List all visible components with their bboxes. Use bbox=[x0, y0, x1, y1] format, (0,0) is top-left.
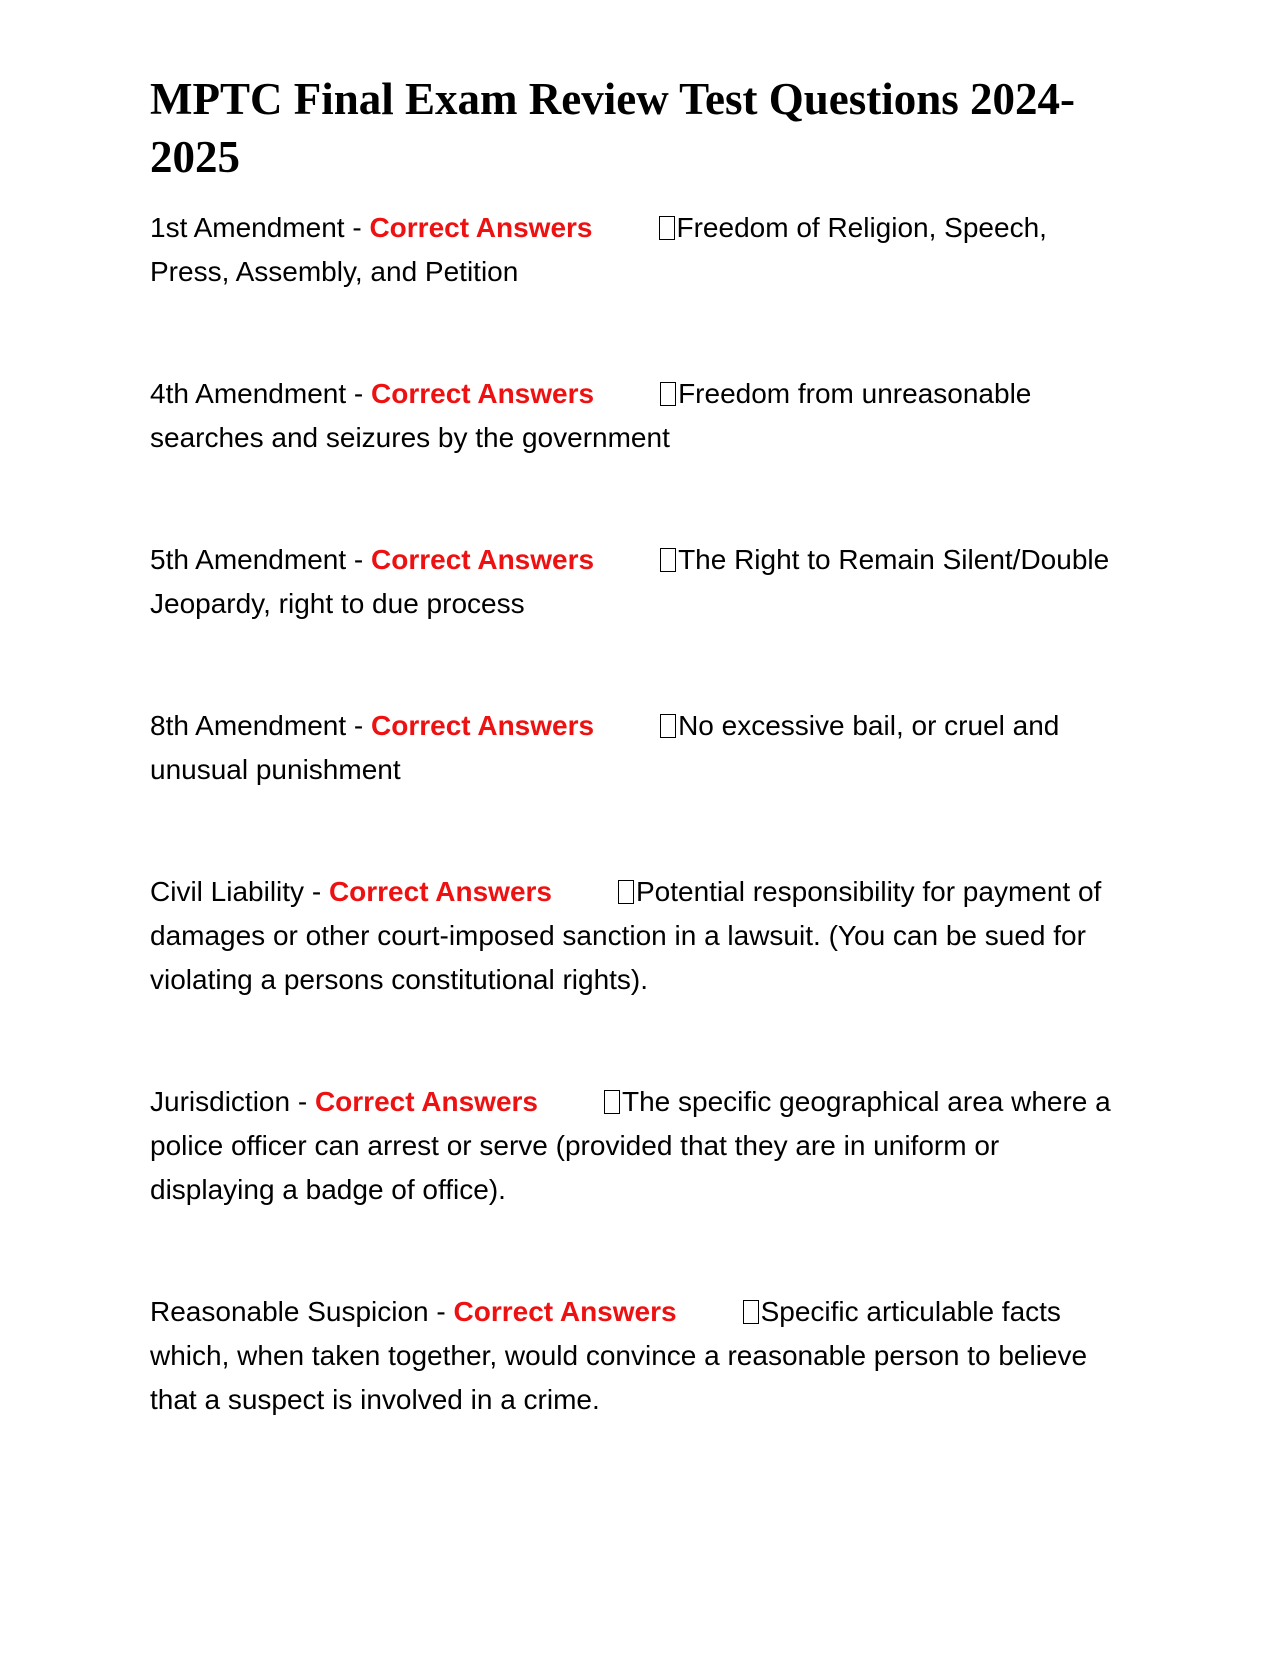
entry-definition: Freedom from unreasonable searches and seizures by the government bbox=[150, 378, 1032, 453]
document-title: MPTC Final Exam Review Test Questions 2024-2025 bbox=[150, 74, 1076, 182]
entry-term: 5th Amendment bbox=[150, 544, 347, 575]
correct-answers-label: Correct Answers bbox=[369, 212, 593, 243]
qa-entry-civil-liability: Civil Liability - Correct Answers Potential responsibility for payment of damages or other court-imposed sanction in a lawsuit. (You can be sued for violating a persons constitutional rights). bbox=[150, 876, 1102, 995]
missing-glyph-icon bbox=[660, 548, 676, 572]
qa-entry-4th-amendment: 4th Amendment - Correct Answers Freedom from unreasonable searches and seizures by the government bbox=[150, 378, 1032, 453]
missing-glyph-icon bbox=[659, 216, 675, 240]
entry-definition: Specific articulable facts which, when taken together, would convince a reasonable person to believe that a suspect is involved in a crime. bbox=[150, 1296, 1088, 1415]
document-page bbox=[150, 70, 1130, 1500]
entry-term: Civil Liability bbox=[150, 876, 305, 907]
missing-glyph-icon bbox=[618, 880, 634, 904]
qa-entry-8th-amendment: 8th Amendment - Correct Answers No excessive bail, or cruel and unusual punishment bbox=[150, 710, 1060, 785]
entry-definition: Potential responsibility for payment of damages or other court-imposed sanction in a lawsuit. (You can be sued for violating a persons constitutional rights). bbox=[150, 876, 1102, 995]
entry-definition: No excessive bail, or cruel and unusual punishment bbox=[150, 710, 1060, 785]
correct-answers-label: Correct Answers bbox=[328, 876, 552, 907]
missing-glyph-icon bbox=[660, 382, 676, 406]
missing-glyph-icon bbox=[604, 1090, 620, 1114]
correct-answers-label: Correct Answers bbox=[371, 378, 595, 409]
qa-entry-1st-amendment: 1st Amendment - Correct Answers Freedom of Religion, Speech, Press, Assembly, and Petition bbox=[150, 212, 1047, 287]
qa-entry-jurisdiction: Jurisdiction - Correct Answers The specific geographical area where a police officer can arrest or serve (provided that they are in uniform or displaying a badge of office). bbox=[150, 1086, 1111, 1205]
correct-answers-label: Correct Answers bbox=[371, 710, 595, 741]
missing-glyph-icon bbox=[743, 1300, 759, 1324]
correct-answers-label: Correct Answers bbox=[453, 1296, 677, 1327]
entry-term: 4th Amendment bbox=[150, 378, 347, 409]
qa-entry-5th-amendment: 5th Amendment - Correct Answers The Right to Remain Silent/Double Jeopardy, right to due process bbox=[150, 544, 1110, 619]
entry-definition: The Right to Remain Silent/Double Jeopardy, right to due process bbox=[150, 544, 1110, 619]
missing-glyph-icon bbox=[660, 714, 676, 738]
entry-term: 1st Amendment bbox=[150, 212, 345, 243]
correct-answers-label: Correct Answers bbox=[314, 1086, 538, 1117]
entry-definition: The specific geographical area where a police officer can arrest or serve (provided that they are in uniform or displaying a badge of office). bbox=[150, 1086, 1111, 1205]
entry-definition: Freedom of Religion, Speech, Press, Assembly, and Petition bbox=[150, 212, 1047, 287]
entry-term: Jurisdiction bbox=[150, 1086, 291, 1117]
entry-term: Reasonable Suspicion bbox=[150, 1296, 429, 1327]
correct-answers-label: Correct Answers bbox=[371, 544, 595, 575]
entry-term: 8th Amendment bbox=[150, 710, 347, 741]
qa-entry-reasonable-suspicion: Reasonable Suspicion - Correct Answers Specific articulable facts which, when taken together, would convince a reasonable person to believe that a suspect is involved in a crime. bbox=[150, 1296, 1088, 1415]
